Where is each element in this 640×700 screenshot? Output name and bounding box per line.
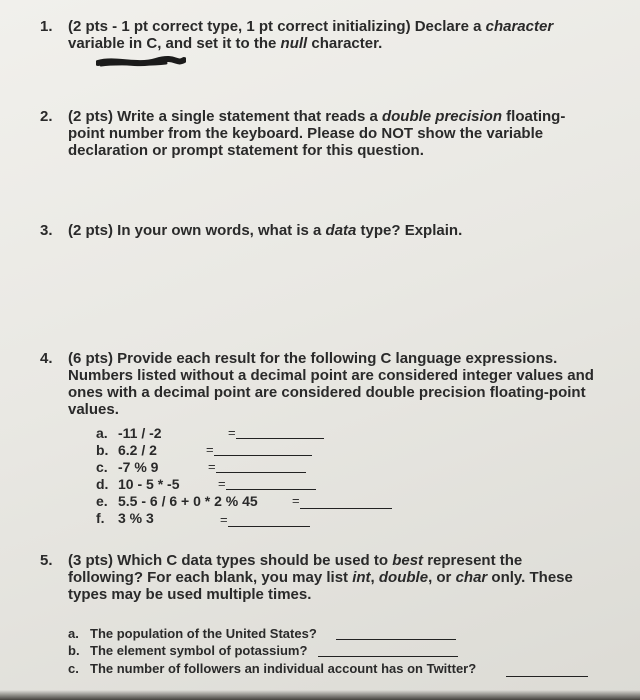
expression-a (96, 425, 162, 441)
expression-letter: e. (96, 493, 108, 509)
expression-d (96, 476, 179, 492)
item-letter: b. (68, 643, 80, 658)
text-run: character. (307, 35, 383, 52)
expression-text: 3 % 3 (118, 510, 154, 526)
emphasized-text: int (352, 569, 371, 586)
type-item-a (68, 626, 317, 641)
answer-blank-d[interactable] (226, 489, 316, 490)
expression-letter: a. (96, 425, 108, 441)
item-letter: a. (68, 626, 79, 641)
question-number: 4. (40, 350, 53, 367)
item-text: The population of the United States? (90, 626, 317, 641)
answer-blank-a[interactable] (236, 438, 324, 439)
text-run: , or (428, 569, 456, 586)
expression-text: 6.2 / 2 (118, 442, 157, 458)
question-text (68, 350, 600, 418)
equals-sign: = (292, 493, 300, 508)
answer-blank-b[interactable] (214, 455, 312, 456)
expression-text: -11 / -2 (118, 425, 162, 441)
question-1 (40, 18, 600, 52)
expression-letter: c. (96, 459, 108, 475)
equals-sign: = (206, 442, 214, 457)
question-number: 3. (40, 222, 53, 239)
emphasized-text: best (392, 552, 424, 569)
text-run: (2 pts) Write a single statement that reads a (68, 108, 382, 125)
question-number: 1. (40, 18, 53, 35)
item-text: The number of followers an individual account has on Twitter? (90, 661, 477, 676)
text-run: type? Explain. (356, 222, 463, 239)
page-edge-shadow (0, 690, 640, 700)
expression-text: 10 - 5 * -5 (118, 476, 180, 492)
scribble-mark (96, 56, 186, 68)
expression-text: -7 % 9 (118, 459, 159, 475)
emphasized-text: double precision (381, 108, 502, 125)
question-5 (40, 552, 600, 603)
answer-blank-5c[interactable] (506, 676, 588, 677)
question-text (68, 552, 600, 603)
answer-blank-5b[interactable] (318, 656, 458, 657)
expression-c (96, 459, 158, 475)
question-3 (40, 222, 600, 239)
emphasized-text: null (280, 35, 308, 52)
text-run: (6 pts) Provide each result for the following C language expressions. Numbers listed without a decimal point are considered integer values and ones with a decimal point are considered double precision floating-point values. (68, 350, 594, 418)
text-run: (3 pts) Which C data types should be used to (68, 552, 393, 569)
expression-b (96, 442, 157, 458)
expression-e (96, 493, 258, 509)
text-run: variable in C, and set it to the (68, 35, 281, 52)
expression-letter: f. (96, 510, 105, 526)
text-run: represent the following? For each blank, you may list (68, 552, 523, 586)
item-text: The element symbol of potassium? (90, 643, 308, 658)
answer-blank-c[interactable] (216, 472, 306, 473)
text-run: , (370, 569, 379, 586)
question-text (68, 222, 600, 239)
equals-sign: = (208, 459, 216, 474)
question-number: 5. (40, 552, 53, 569)
expression-f (96, 510, 154, 526)
text-run: only. These types may be used multiple times. (68, 569, 573, 603)
item-letter: c. (68, 661, 79, 676)
type-item-b (68, 643, 307, 658)
expression-text: 5.5 - 6 / 6 + 0 * 2 % 45 (118, 493, 258, 509)
question-number: 2. (40, 108, 53, 125)
text-run: (2 pts - 1 pt correct type, 1 pt correct initializing) Declare a (68, 18, 486, 35)
equals-sign: = (218, 476, 226, 491)
emphasized-text: data (325, 222, 357, 239)
answer-blank-f[interactable] (228, 526, 310, 527)
question-2 (40, 108, 600, 159)
answer-blank-5a[interactable] (336, 639, 456, 640)
question-text (68, 108, 600, 159)
type-item-c (68, 661, 476, 676)
equals-sign: = (220, 512, 228, 527)
emphasized-text: character (485, 18, 554, 35)
emphasized-text: double (378, 569, 429, 586)
expression-letter: b. (96, 442, 109, 458)
emphasized-text: char (455, 569, 488, 586)
text-run: floating-point number from the keyboard. Please do NOT show the variable declaration or prompt statement for this question. (68, 108, 566, 159)
question-4 (40, 350, 600, 418)
question-text (68, 18, 600, 52)
answer-blank-e[interactable] (300, 508, 392, 509)
text-run: (2 pts) In your own words, what is a (68, 222, 326, 239)
expression-letter: d. (96, 476, 109, 492)
equals-sign: = (228, 425, 236, 440)
